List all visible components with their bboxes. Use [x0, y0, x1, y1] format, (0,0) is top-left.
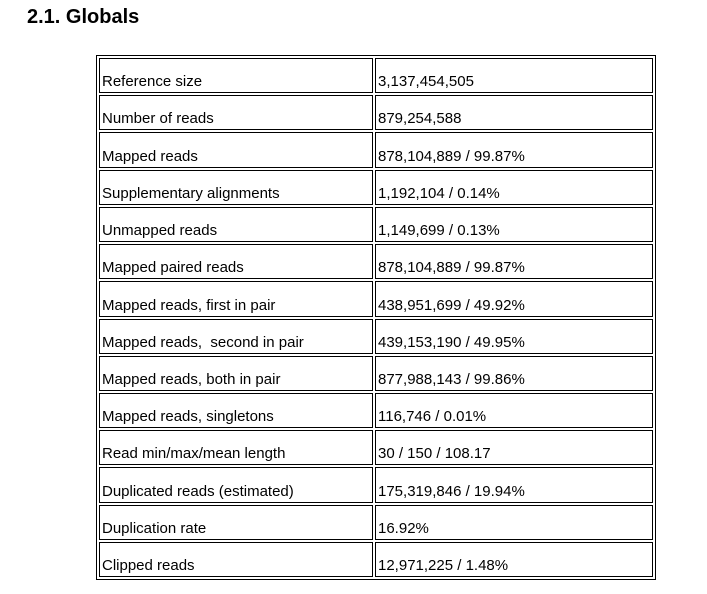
table-row — [98, 169, 654, 206]
metric-label: Supplementary alignments — [99, 170, 373, 205]
metric-value: 438,951,699 / 49.92% — [375, 281, 653, 316]
section-title: 2.1. Globals — [27, 6, 140, 28]
table-row — [98, 318, 654, 355]
metric-label: Unmapped reads — [99, 207, 373, 242]
metric-value: 1,192,104 / 0.14% — [375, 170, 653, 205]
metric-label: Reference size — [99, 58, 373, 93]
table-row — [98, 392, 654, 429]
metric-label: Mapped reads — [99, 132, 373, 167]
metric-label: Duplicated reads (estimated) — [99, 467, 373, 502]
metric-value: 116,746 / 0.01% — [375, 393, 653, 428]
metric-label: Mapped reads, both in pair — [99, 356, 373, 391]
metric-value: 877,988,143 / 99.86% — [375, 356, 653, 391]
table-row — [98, 541, 654, 578]
metric-value: 878,104,889 / 99.87% — [375, 132, 653, 167]
metric-value: 3,137,454,505 — [375, 58, 653, 93]
table-row — [98, 280, 654, 317]
table-row — [98, 94, 654, 131]
metric-label: Mapped reads, singletons — [99, 393, 373, 428]
metric-value: 16.92% — [375, 505, 653, 540]
metric-value: 175,319,846 / 19.94% — [375, 467, 653, 502]
metric-label: Mapped reads, second in pair — [99, 319, 373, 354]
metric-value: 878,104,889 / 99.87% — [375, 244, 653, 279]
metric-value: 439,153,190 / 49.95% — [375, 319, 653, 354]
metric-label: Clipped reads — [99, 542, 373, 577]
metric-label: Read min/max/mean length — [99, 430, 373, 465]
table-row — [98, 429, 654, 466]
globals-table — [96, 55, 656, 580]
table-row — [98, 57, 654, 94]
metric-value: 30 / 150 / 108.17 — [375, 430, 653, 465]
metric-label: Number of reads — [99, 95, 373, 130]
table-row — [98, 504, 654, 541]
metric-value: 12,971,225 / 1.48% — [375, 542, 653, 577]
table-row — [98, 131, 654, 168]
metric-label: Duplication rate — [99, 505, 373, 540]
metric-label: Mapped paired reads — [99, 244, 373, 279]
metric-value: 879,254,588 — [375, 95, 653, 130]
table-row — [98, 206, 654, 243]
table-row — [98, 243, 654, 280]
table-row — [98, 355, 654, 392]
metric-label: Mapped reads, first in pair — [99, 281, 373, 316]
table-row — [98, 466, 654, 503]
metric-value: 1,149,699 / 0.13% — [375, 207, 653, 242]
